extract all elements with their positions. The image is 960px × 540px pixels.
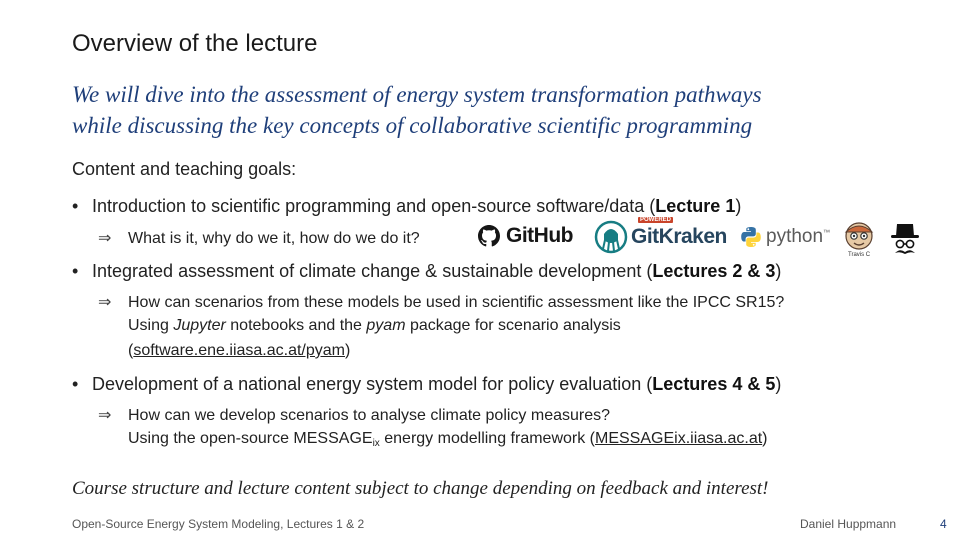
bullet-close: ) (775, 374, 782, 394)
sub-item-1 (98, 228, 420, 248)
travis-caption: Travis C (848, 252, 871, 258)
lecture-ref: Lectures 2 & 3 (652, 261, 776, 281)
bullet-text: Introduction to scientific programming and open-source software/data ( (92, 196, 656, 216)
bullet-marker: • (72, 374, 79, 394)
goals-heading: Content and teaching goals: (72, 159, 297, 179)
gitkraken-logo (594, 217, 727, 254)
footer-author: Daniel Huppmann (800, 517, 897, 531)
text-fragment: package for scenario analysis (405, 317, 621, 334)
page-number: 4 (940, 517, 947, 531)
slide-title: Overview of the lecture (72, 30, 318, 57)
bullet-item-2 (72, 261, 781, 282)
lead-line-2: while discussing the key concepts of collaborative scientific programming (72, 113, 753, 138)
gitkraken-badge: POWERED (640, 217, 672, 223)
bullet-text: Integrated assessment of climate change & sustainable development ( (92, 261, 653, 281)
paren-close: ) (345, 342, 351, 359)
paren-close: ) (762, 430, 768, 447)
arrow-icon: ⇒ (98, 230, 112, 247)
github-wordmark: GitHub (506, 224, 573, 247)
sub-text: How can scenarios from these models be used in scientific assessment like the IPCC SR15? (128, 294, 785, 311)
travis-ci-logo (842, 218, 876, 257)
text-fragment: notebooks and the (225, 317, 367, 334)
sub-text: How can we develop scenarios to analyse climate policy measures? (128, 407, 611, 424)
sub-item-3 (98, 405, 610, 425)
bullet-close: ) (735, 196, 742, 216)
bullet-marker: • (72, 196, 79, 216)
kraken-icon (594, 220, 628, 254)
sub-text: What is it, why do we it, how do we do it? (128, 230, 420, 247)
arrow-icon: ⇒ (98, 294, 112, 311)
python-logo (740, 226, 830, 248)
text-fragment: Using (128, 317, 174, 334)
hat-mustache-logo (888, 220, 922, 265)
bullet-item-3 (72, 374, 781, 395)
python-wordmark: python™ (766, 226, 831, 247)
pyam-term: pyam (366, 317, 406, 334)
bullet-item-1 (72, 196, 741, 217)
footer-course: Open-Source Energy System Modeling, Lectures 1 & 2 (72, 517, 365, 531)
text-fragment: energy modelling framework ( (379, 430, 595, 447)
sub-item-2-line-2 (128, 317, 621, 335)
lecture-ref: Lectures 4 & 5 (652, 374, 776, 394)
python-icon (740, 226, 762, 248)
messageix-link[interactable]: MESSAGEix.iiasa.ac.at (595, 430, 763, 447)
github-octocat-icon (478, 225, 500, 247)
paren-open: ( (128, 342, 134, 359)
pyam-link[interactable]: software.ene.iiasa.ac.at/pyam (133, 342, 345, 359)
sub-item-3-line-2 (128, 430, 768, 449)
lecture-ref: Lecture 1 (655, 196, 736, 216)
sub-item-2 (98, 292, 784, 312)
bullet-text: Development of a national energy system model for policy evaluation ( (92, 374, 653, 394)
jupyter-term: Jupyter (173, 317, 226, 334)
text-fragment: Using the open-source MESSAGE (128, 430, 373, 447)
ix-subscript: ix (372, 438, 380, 449)
arrow-icon: ⇒ (98, 407, 112, 424)
hat-glasses-mustache-icon (888, 220, 922, 260)
closing-note: Course structure and lecture content subject to change depending on feedback and interest! (72, 478, 769, 499)
github-logo (478, 224, 573, 248)
sub-item-2-line-3 (128, 342, 350, 360)
lead-line-1: We will dive into the assessment of energy system transformation pathways (72, 82, 762, 107)
travis-mascot-icon (842, 218, 876, 252)
gitkraken-wordmark: GitKraken (631, 225, 727, 248)
bullet-marker: • (72, 261, 79, 281)
bullet-close: ) (775, 261, 782, 281)
